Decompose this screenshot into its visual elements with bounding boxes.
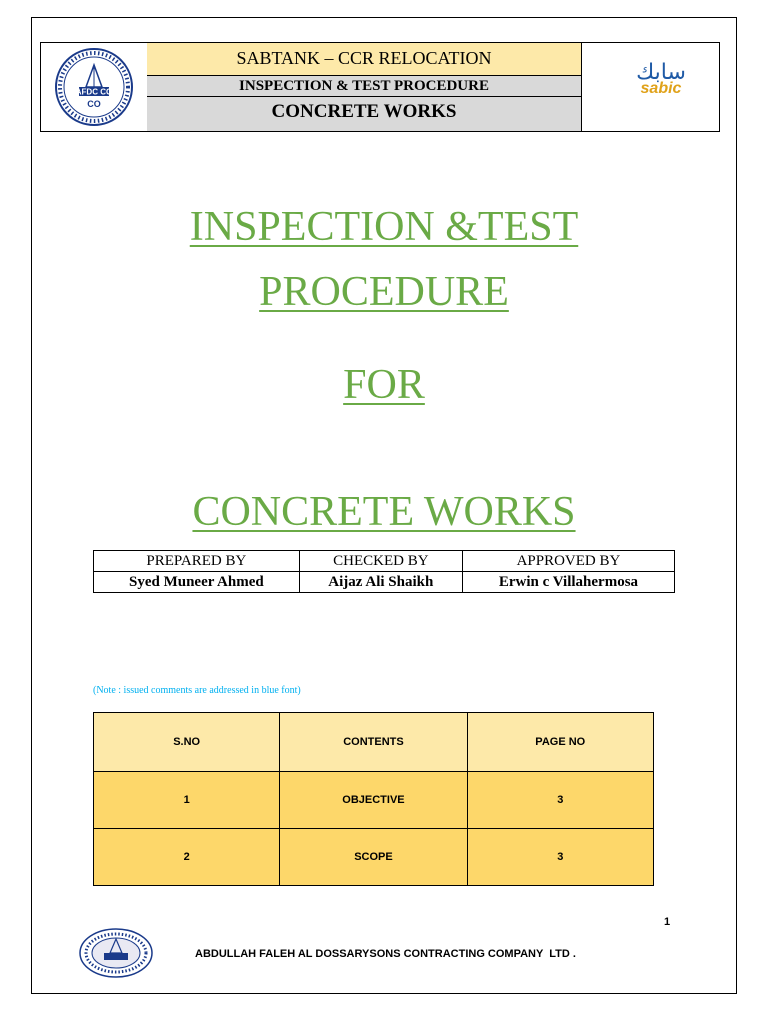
checked-by-name: Aijaz Ali Shaikh [299, 572, 462, 593]
document-subject: CONCRETE WORKS [147, 97, 581, 131]
sabic-arabic-text: سابك [636, 60, 686, 85]
approved-by-name: Erwin c Villahermosa [462, 572, 674, 593]
approved-by-header: APPROVED BY [462, 551, 674, 572]
company-logo-seal [41, 43, 147, 131]
prepared-by-name: Syed Muneer Ahmed [94, 572, 300, 593]
page-no-header: PAGE NO [467, 713, 653, 772]
table-row [94, 829, 654, 886]
document-header [40, 42, 720, 132]
row-page: 3 [467, 772, 653, 829]
page-number: 1 [664, 916, 671, 928]
client-logo-cell [581, 43, 720, 131]
signoff-header-row [94, 551, 675, 572]
row-content: SCOPE [280, 829, 467, 886]
sabic-latin-text: sabic [640, 80, 682, 97]
signoff-names-row [94, 572, 675, 593]
checked-by-header: CHECKED BY [299, 551, 462, 572]
document-type: INSPECTION & TEST PROCEDURE [147, 76, 581, 97]
prepared-by-header: PREPARED BY [94, 551, 300, 572]
title-line-2: PROCEDURE [259, 269, 509, 315]
company-logo-cell [41, 43, 148, 131]
contents-table [93, 712, 654, 886]
header-title-block [147, 43, 581, 131]
svg-text:CO: CO [87, 99, 101, 109]
sno-header: S.NO [94, 713, 280, 772]
row-page: 3 [467, 829, 653, 886]
row-sno: 2 [94, 829, 280, 886]
row-sno: 1 [94, 772, 280, 829]
contents-header: CONTENTS [280, 713, 467, 772]
signoff-table [93, 550, 675, 593]
table-row [94, 772, 654, 829]
project-name: SABTANK – CCR RELOCATION [147, 43, 581, 76]
contents-header-row [94, 713, 654, 772]
blue-font-note: (Note : issued comments are addressed in blue font) [93, 685, 301, 696]
title-line-1: INSPECTION &TEST [189, 204, 579, 250]
footer-company-name: ABDULLAH FALEH AL DOSSARYSONS CONTRACTING COMPANY LTD . [195, 948, 576, 960]
company-logo-letters: AFDC CO [75, 87, 113, 97]
title-line-3: FOR [343, 362, 425, 408]
sabic-logo [582, 43, 720, 131]
row-content: OBJECTIVE [280, 772, 467, 829]
footer-company-logo [78, 927, 154, 979]
title-line-4: CONCRETE WORKS [192, 489, 576, 535]
